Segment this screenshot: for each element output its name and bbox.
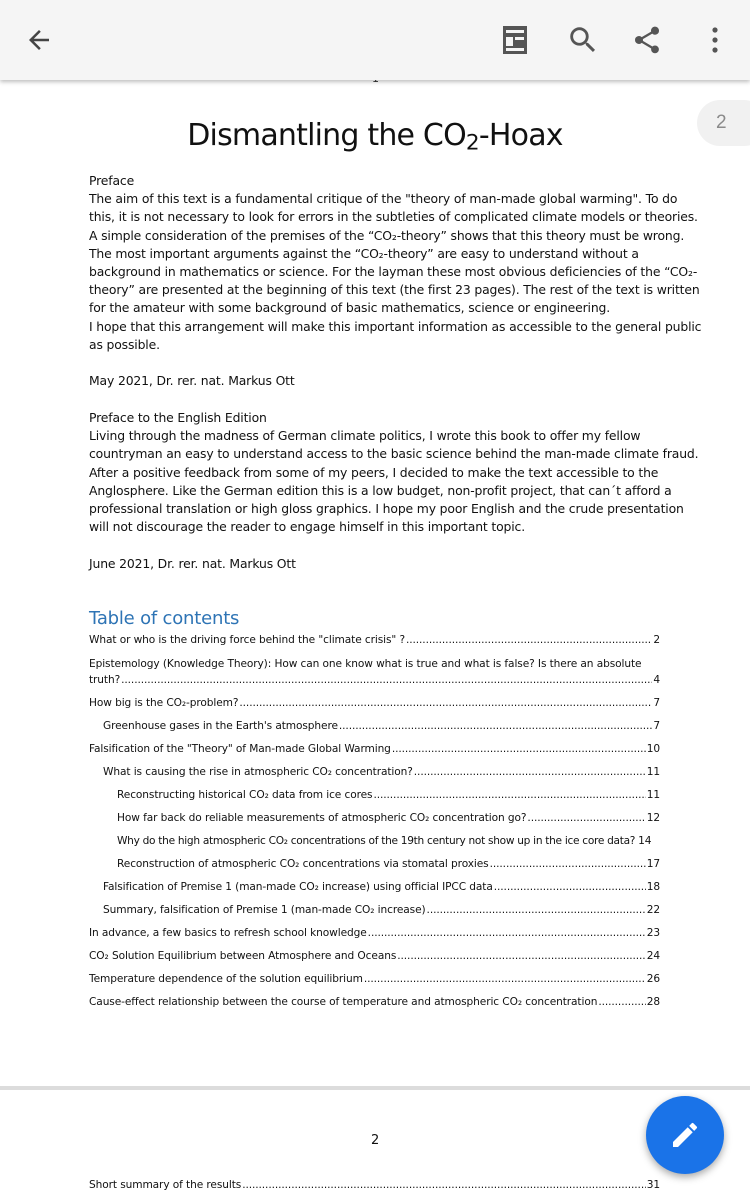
toc-entry[interactable]: Short summary of the results ..... 31: [89, 1177, 660, 1193]
share-icon: [631, 24, 663, 56]
reading-mode-icon: [502, 25, 528, 55]
english-preface-signature: June 2021, Dr. rer. nat. Markus Ott: [89, 556, 296, 571]
preface-line: theory” are presented at the beginning of this text (the first 23 pages). The rest of the text is written: [89, 282, 700, 298]
preface-section: [89, 172, 702, 354]
toc-entry[interactable]: How far back do reliable measurements of atmospheric CO₂ concentration go? ..... 12: [117, 810, 660, 826]
english-preface-section: [89, 409, 699, 536]
top-app-bar: [0, 0, 750, 80]
preface-signature: May 2021, Dr. rer. nat. Markus Ott: [89, 373, 295, 388]
english-preface-line: professional translation or high gloss graphics. I hope my poor English and the crude presentation: [89, 501, 684, 517]
toc-entry[interactable]: Summary, falsification of Premise 1 (man-made CO₂ increase) ..... 22: [103, 902, 660, 918]
toc-entry[interactable]: How big is the CO₂-problem? ..... 7: [89, 695, 660, 711]
preface-line: as possible.: [89, 336, 160, 352]
arrow-back-icon: [24, 25, 54, 55]
preface-heading: Preface: [89, 173, 135, 188]
share-button[interactable]: [622, 15, 672, 65]
preface-line: for the amateur with some background of basic mathematics, science or engineering.: [89, 300, 611, 316]
toc-entry[interactable]: Epistemology (Knowledge Theory): How can one know what is true and what is false? Is there an absolute truth? ..... 4: [89, 656, 660, 688]
preface-line: A simple consideration of the premises of the “CO₂-theory” shows that this theory must be wrong.: [89, 227, 685, 243]
toc-entry[interactable]: What or who is the driving force behind the "climate crisis" ? ..... 2: [89, 632, 660, 648]
more-options-button[interactable]: [690, 15, 740, 65]
preface-line: I hope that this arrangement will make this important information as accessible to the general public: [89, 318, 702, 334]
english-preface-line: countryman an easy to understand access to the basic science behind the man-made climate fraud.: [89, 446, 699, 462]
search-icon: [566, 23, 600, 57]
toc-entry[interactable]: In advance, a few basics to refresh school knowledge ..... 23: [89, 925, 660, 941]
edit-pencil-icon: [669, 1119, 701, 1151]
toc-entry[interactable]: Temperature dependence of the solution equilibrium ..... 26: [89, 971, 660, 987]
reading-mode-button[interactable]: [490, 15, 540, 65]
edit-fab-button[interactable]: [646, 1096, 724, 1174]
toc-entry[interactable]: Falsification of the "Theory" of Man-made Global Warming ..... 10: [89, 741, 660, 757]
toc-entry[interactable]: Reconstruction of atmospheric CO₂ concentrations via stomatal proxies ..... 17: [117, 856, 660, 872]
toc-entry[interactable]: Why do the high atmospheric CO₂ concentrations of the 19th century not show up in the ice core data? 14: [117, 835, 652, 847]
english-preface-heading: Preface to the English Edition: [89, 410, 267, 425]
toc-entry[interactable]: Falsification of Premise 1 (man-made CO₂ increase) using official IPCC data ..... 18: [103, 879, 660, 895]
preface-line: this, it is not necessary to look for errors in the subtleties of complicated climate models or theories.: [89, 209, 698, 225]
english-preface-line: After a positive feedback from some of my peers, I decided to make the text accessible to the: [89, 464, 659, 480]
page-number: 2: [371, 1133, 380, 1148]
english-preface-line: will not discourage the reader to engage himself in this important topic.: [89, 519, 525, 535]
search-button[interactable]: [558, 15, 608, 65]
toc-entry[interactable]: Cause-effect relationship between the course of temperature and atmospheric CO₂ concentration ..... 28: [89, 994, 660, 1010]
toc-entry[interactable]: What is causing the rise in atmospheric CO₂ concentration? ..... 11: [103, 764, 660, 780]
toc-heading: Table of contents: [89, 608, 240, 629]
document-title: Dismantling the $CO_2$-Hoax: [187, 118, 563, 156]
english-preface-line: Living through the madness of German climate politics, I wrote this book to offer my fellow: [89, 428, 641, 444]
toc-entry[interactable]: Greenhouse gases in the Earth's atmosphere ..... 7: [103, 718, 660, 734]
page-indicator: 2: [697, 100, 750, 146]
preface-line: The most important arguments against the “CO₂-theory” are easy to understand without a: [89, 245, 639, 261]
more-vert-icon: [710, 25, 720, 55]
back-button[interactable]: [14, 15, 64, 65]
preface-line: background in mathematics or science. For the layman these most obvious deficiencies of the “CO₂-: [89, 264, 698, 280]
toc-entry[interactable]: CO₂ Solution Equilibrium between Atmosphere and Oceans ..... 24: [89, 948, 660, 964]
english-preface-line: Anglosphere. Like the German edition this is a low budget, non-profit project, that can´t afford a: [89, 482, 672, 498]
toc-entry[interactable]: Reconstructing historical CO₂ data from ice cores ..... 11: [117, 787, 660, 803]
preface-line: The aim of this text is a fundamental critique of the "theory of man-made global warming". To do: [89, 191, 678, 207]
